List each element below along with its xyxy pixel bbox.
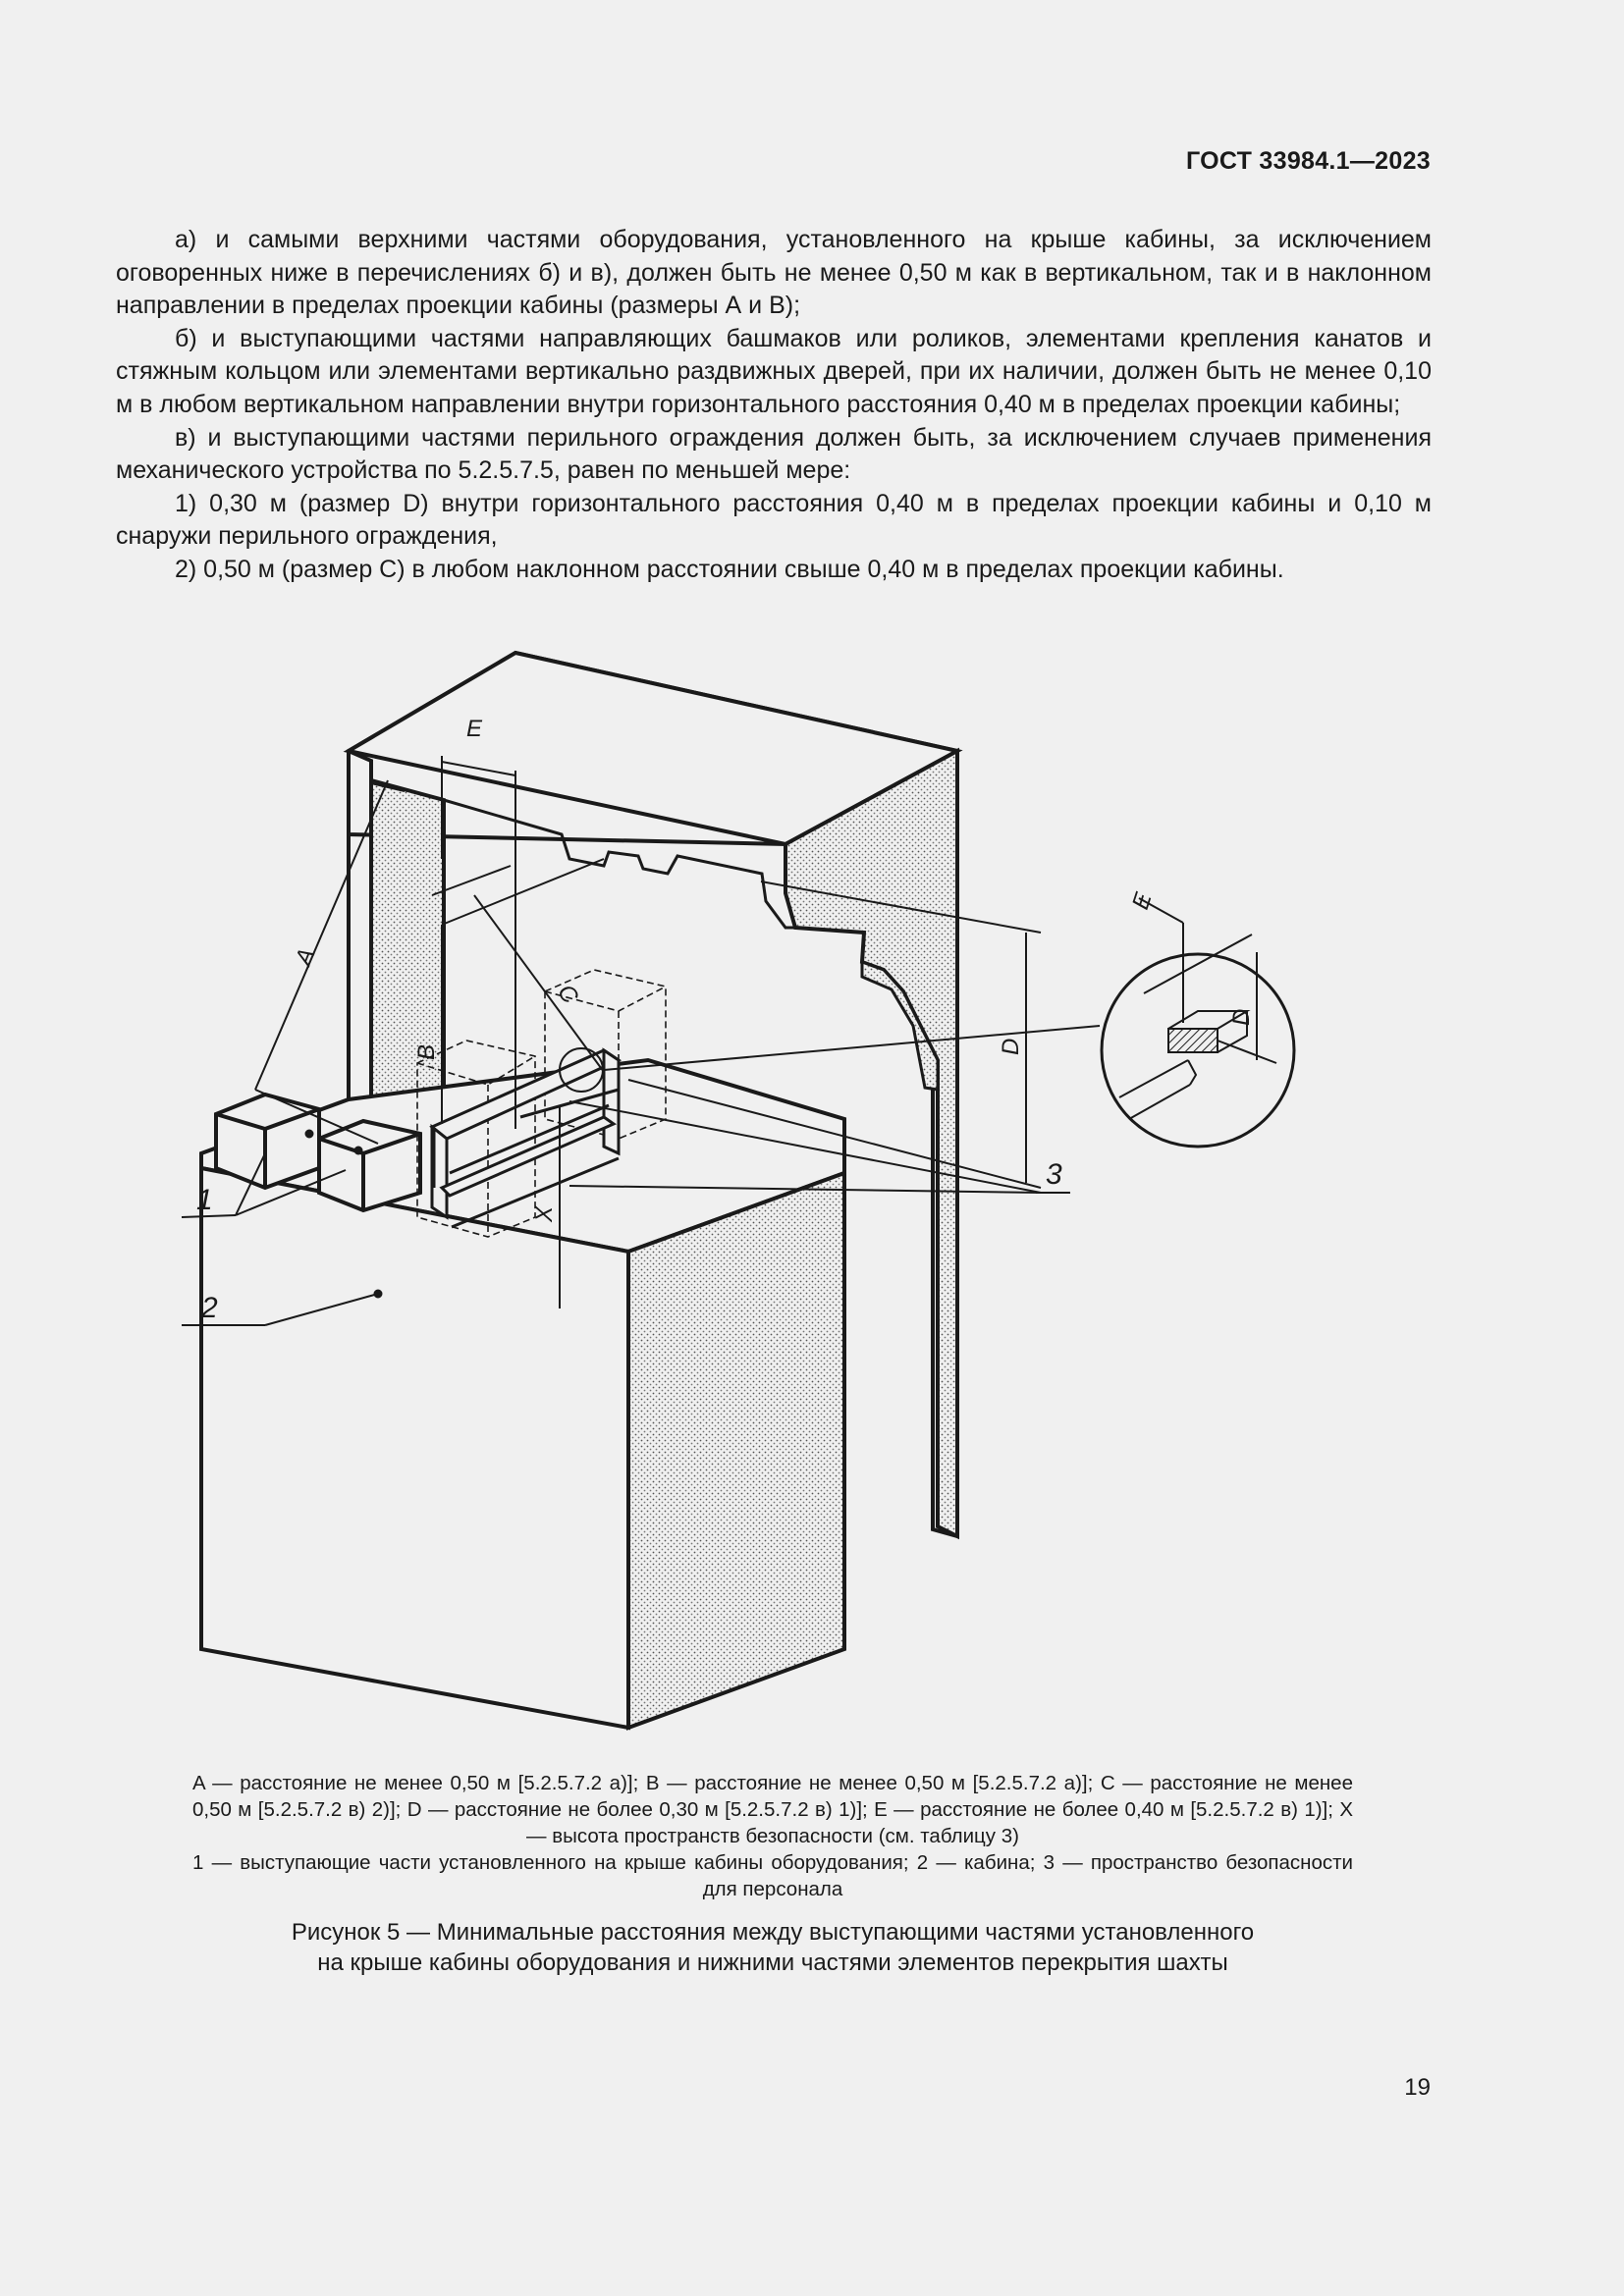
- legend-items: 1 — выступающие части установленного на крыше кабины оборудования; 2 — кабина; 3 — пространство безопасности для персонала: [192, 1851, 1353, 1900]
- label-D-detail: D: [1228, 1008, 1255, 1026]
- label-D: D: [998, 1038, 1024, 1055]
- caption-line-1: Рисунок 5 — Минимальные расстояния между выступающими частями установленного: [291, 1919, 1255, 1946]
- figure-caption: [192, 1917, 1353, 1978]
- label-X: X: [531, 1205, 558, 1222]
- label-E: E: [466, 716, 483, 742]
- diagram-svg: [157, 638, 1434, 1737]
- label-C: C: [552, 979, 584, 1009]
- document-code: ГОСТ 33984.1—2023: [1185, 147, 1431, 175]
- label-1: 1: [196, 1184, 213, 1216]
- label-B: B: [413, 1043, 440, 1060]
- paragraph-c1: 1) 0,30 м (размер D) внутри горизонтального расстояния 0,40 м в пределах проекции кабины и 0,10 м снаружи перильного ограждения,: [116, 489, 1432, 551]
- paragraph-c2: 2) 0,50 м (размер С) в любом наклонном расстоянии свыше 0,40 м в пределах проекции кабины.: [175, 555, 1284, 583]
- paragraph-c: в) и выступающими частями перильного ограждения должен быть, за исключением случаев применения механического устройства по 5.2.5.7.5, равен по меньшей мере:: [116, 423, 1432, 485]
- detail-view: [1102, 898, 1294, 1147]
- page-number: 19: [1404, 2074, 1431, 2101]
- label-3: 3: [1046, 1158, 1062, 1191]
- caption-line-2: на крыше кабины оборудования и нижними частями элементов перекрытия шахты: [317, 1949, 1228, 1976]
- legend-dimensions: A — расстояние не менее 0,50 м [5.2.5.7.2 а)]; B — расстояние не менее 0,50 м [5.2.5.7.2 а)]; C — расстояние не менее 0,50 м [5.2.5.7.2 в) 2)]; D — расстояние не более 0,30 м [5.2.5.7.2 в) 1)]; E — расстояние не более 0,40 м [5.2.5.7.2 в) 1)]; X — высота пространств безопасности (см. таблицу 3): [192, 1772, 1353, 1847]
- figure-legend: [192, 1770, 1353, 1902]
- label-2: 2: [201, 1292, 218, 1324]
- paragraph-a: а) и самыми верхними частями оборудования, установленного на крыше кабины, за исключением оговоренных ниже в перечислениях б) и в), должен быть не менее 0,50 м как в вертикальном, так и в наклонном направлении в пределах проекции кабины (размеры А и В);: [116, 226, 1432, 320]
- paragraph-b: б) и выступающими частями направляющих башмаков или роликов, элементами крепления канатов и стяжным кольцом или элементами вертикально раздвижных дверей, при их наличии, должен быть не менее 0,10 м в любом вертикальном направлении внутри горизонтального расстояния 0,40 м в пределах проекции кабины;: [116, 324, 1432, 418]
- figure-5-diagram: [157, 638, 1434, 1737]
- body-text: [116, 224, 1432, 587]
- label-E-detail: E: [1127, 889, 1158, 913]
- label-A: A: [290, 944, 321, 970]
